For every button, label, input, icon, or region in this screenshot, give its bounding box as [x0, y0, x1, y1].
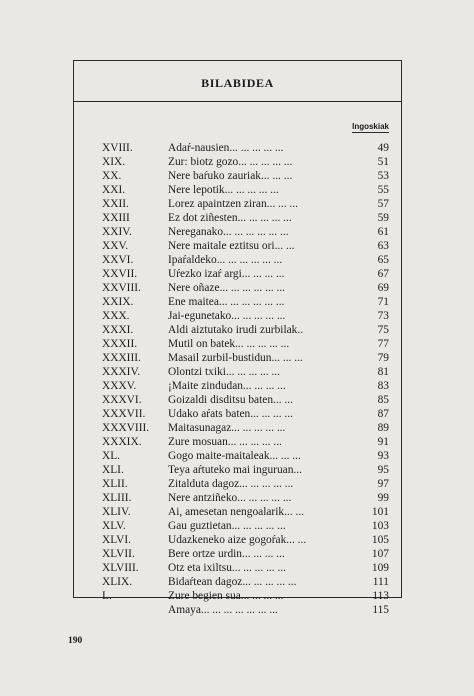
entry-page-number: 49 — [377, 142, 389, 154]
entry-title: Masail zurbil-bustidun... ... ... — [168, 352, 303, 364]
contents-entry — [102, 463, 389, 477]
entry-title: Olontzi txiki... ... ... ... ... — [168, 366, 281, 378]
contents-entry — [102, 351, 389, 365]
entry-page-number: 85 — [377, 394, 389, 406]
entry-numeral: XLIV. — [102, 506, 131, 518]
entry-page-number: 93 — [377, 450, 389, 462]
contents-list — [102, 141, 389, 617]
entry-page-number: 103 — [371, 520, 389, 532]
entry-numeral: XXIII — [102, 212, 130, 224]
contents-entry — [102, 239, 389, 253]
entry-page-number: 95 — [377, 464, 389, 476]
entry-page-number: 57 — [377, 198, 389, 210]
entry-page-number: 105 — [371, 534, 389, 546]
entry-page-number: 99 — [377, 492, 389, 504]
entry-numeral: XXXI. — [102, 324, 134, 336]
entry-title: Nere antziñeko... ... ... ... ... — [168, 492, 292, 504]
entry-numeral: XXXVI. — [102, 394, 142, 406]
contents-entry — [102, 435, 389, 449]
title-bar — [74, 61, 401, 102]
contents-entry — [102, 183, 389, 197]
entry-numeral: XL. — [102, 450, 121, 462]
entry-title: Udazkeneko aize gogoŕak... ... — [168, 534, 307, 546]
entry-page-number: 83 — [377, 380, 389, 392]
entry-page-number: 59 — [377, 212, 389, 224]
entry-numeral: XXXVIII. — [102, 422, 150, 434]
entry-numeral: XXII. — [102, 198, 129, 210]
entry-page-number: 51 — [377, 156, 389, 168]
entry-title: Ai, amesetan nengoalarik... ... — [168, 506, 305, 518]
entry-page-number: 55 — [377, 184, 389, 196]
entry-title: Nere maitale eztitsu ori... ... — [168, 240, 295, 252]
entry-numeral: XLVIII. — [102, 562, 139, 574]
entry-page-number: 53 — [377, 170, 389, 182]
entry-numeral: XLIII. — [102, 492, 132, 504]
contents-entry — [102, 575, 389, 589]
entry-numeral: XXVIII. — [102, 282, 141, 294]
contents-entry — [102, 225, 389, 239]
contents-entry — [102, 603, 389, 617]
entry-title: Nere oñaze... ... ... ... ... ... — [168, 282, 286, 294]
entry-page-number: 73 — [377, 310, 389, 322]
entry-title: Nere lepotik... ... ... ... ... — [168, 184, 279, 196]
entry-page-number: 71 — [377, 296, 389, 308]
contents-entry — [102, 547, 389, 561]
entry-page-number: 69 — [377, 282, 389, 294]
entry-title: Otz eta ixiltsu... ... ... ... ... — [168, 562, 287, 574]
entry-numeral: XXIX. — [102, 296, 134, 308]
entry-title: Ene maitea... ... ... ... ... ... — [168, 296, 285, 308]
entry-numeral: XX. — [102, 170, 122, 182]
entry-page-number: 63 — [377, 240, 389, 252]
entry-title: Lorez apaintzen ziran... ... ... — [168, 198, 298, 210]
pages-column-header: Ingoskiak — [352, 122, 389, 131]
entry-title: Zur: biotz gozo... ... ... ... ... — [168, 156, 293, 168]
entry-title: Teya aŕtuteko mai inguruan... — [168, 464, 302, 476]
entry-title: ¡Maite zindudan... ... ... ... — [168, 380, 286, 392]
entry-page-number: 75 — [377, 324, 389, 336]
entry-title: Bere ortze urdin... ... ... ... — [168, 548, 285, 560]
entry-title: Goizaldi disditsu baten... ... — [168, 394, 293, 406]
entry-numeral: XLV. — [102, 520, 126, 532]
entry-numeral: XLVI. — [102, 534, 132, 546]
entry-page-number: 101 — [371, 506, 389, 518]
entry-title: Amaya... ... ... ... ... ... ... — [168, 604, 278, 616]
entry-numeral: XXXVII. — [102, 408, 146, 420]
entry-numeral: XXIV. — [102, 226, 132, 238]
contents-entry — [102, 169, 389, 183]
contents-entry — [102, 393, 389, 407]
entry-numeral: XLVII. — [102, 548, 135, 560]
entry-numeral: XXV. — [102, 240, 129, 252]
entry-page-number: 109 — [371, 562, 389, 574]
entry-page-number: 61 — [377, 226, 389, 238]
contents-entry — [102, 505, 389, 519]
entry-numeral: XXXIV. — [102, 366, 141, 378]
contents-entry — [102, 253, 389, 267]
contents-entry — [102, 323, 389, 337]
entry-numeral: XXXV. — [102, 380, 137, 392]
entry-page-number: 89 — [377, 422, 389, 434]
entry-numeral: XLI. — [102, 464, 124, 476]
contents-entry — [102, 155, 389, 169]
contents-entry — [102, 449, 389, 463]
contents-entry — [102, 295, 389, 309]
entry-numeral: XXVI. — [102, 254, 134, 266]
page-title: BILABIDEA — [201, 75, 274, 90]
entry-numeral: XXXIX. — [102, 436, 142, 448]
entry-numeral: XIX. — [102, 156, 126, 168]
contents-entry — [102, 589, 389, 603]
entry-page-number: 87 — [377, 408, 389, 420]
entry-numeral: L. — [102, 590, 112, 602]
entry-title: Udako aŕats baten... ... ... ... — [168, 408, 293, 420]
entry-title: Nereganako... ... ... ... ... ... — [168, 226, 289, 238]
contents-entry — [102, 337, 389, 351]
entry-title: Ipaŕaldeko... ... ... ... ... ... — [168, 254, 283, 266]
entry-page-number: 97 — [377, 478, 389, 490]
entry-title: Uŕezko izaŕ argi... ... ... ... — [168, 268, 285, 280]
entry-title: Bidaŕtean dagoz... ... ... ... ... — [168, 576, 297, 588]
contents-entry — [102, 197, 389, 211]
entry-title: Zitalduta dagoz... ... ... ... ... — [168, 478, 294, 490]
contents-entry — [102, 491, 389, 505]
entry-page-number: 81 — [377, 366, 389, 378]
contents-entry — [102, 281, 389, 295]
entry-title: Nere baŕuko zauriak... ... ... — [168, 170, 293, 182]
entry-title: Mutil on batek... ... ... ... ... — [168, 338, 290, 350]
entry-numeral: XXX. — [102, 310, 130, 322]
contents-entry — [102, 407, 389, 421]
contents-entry — [102, 477, 389, 491]
entry-page-number: 115 — [372, 604, 389, 616]
entry-page-number: 107 — [371, 548, 389, 560]
entry-page-number: 77 — [377, 338, 389, 350]
contents-frame — [73, 60, 402, 616]
entry-title: Zure mosuan... ... ... ... ... — [168, 436, 282, 448]
page-number: 190 — [68, 636, 83, 646]
entry-numeral: XVIII. — [102, 142, 133, 154]
contents-entry — [102, 519, 389, 533]
entry-title: Ez dot ziñesten... ... ... ... ... — [168, 212, 292, 224]
entry-title: Gau guztietan... ... ... ... ... — [168, 520, 286, 532]
entry-page-number: 91 — [377, 436, 389, 448]
contents-entry — [102, 141, 389, 155]
contents-entry — [102, 211, 389, 225]
entry-title: Jai-egunetako... ... ... ... ... — [168, 310, 286, 322]
contents-entry — [102, 379, 389, 393]
entry-title: Adaŕ-nausien... ... ... ... ... — [168, 142, 284, 154]
contents-entry — [102, 421, 389, 435]
entry-page-number: 79 — [377, 352, 389, 364]
entry-title: Gogo maite-maitaleak... ... ... — [168, 450, 301, 462]
contents-entry — [102, 365, 389, 379]
entry-numeral: XLII. — [102, 478, 128, 490]
entry-title: Maitasunagaz... ... ... ... ... — [168, 422, 286, 434]
entry-numeral: XXXIII. — [102, 352, 141, 364]
entry-numeral: XXXII. — [102, 338, 138, 350]
contents-entry — [102, 561, 389, 575]
entry-page-number: 113 — [372, 590, 389, 602]
entry-numeral: XXI. — [102, 184, 126, 196]
contents-entry — [102, 309, 389, 323]
entry-title: Zure begien sua... ... ... ... — [168, 590, 284, 602]
entry-numeral: XLIX. — [102, 576, 133, 588]
entry-title: Aldi aiztutako irudi zurbilak.. — [168, 324, 304, 336]
entry-page-number: 111 — [372, 576, 389, 588]
contents-entry — [102, 267, 389, 281]
entry-page-number: 67 — [377, 268, 389, 280]
entry-numeral: XXVII. — [102, 268, 138, 280]
entry-page-number: 65 — [377, 254, 389, 266]
contents-entry — [102, 533, 389, 547]
